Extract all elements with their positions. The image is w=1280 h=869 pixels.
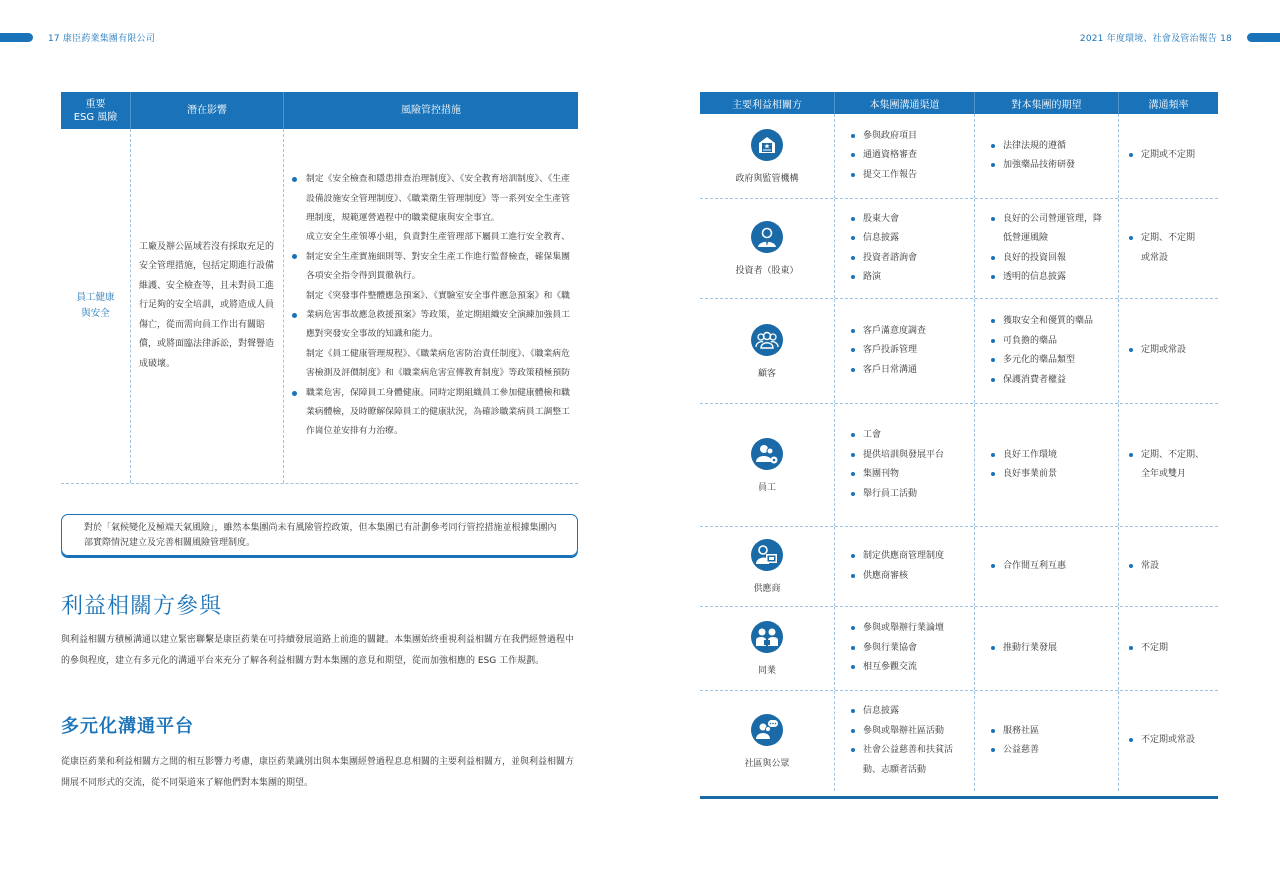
list-item: 定期、不定期: [1127, 229, 1218, 249]
header-accent-bar-left: [0, 33, 33, 42]
list-item: 不定期或常設: [1127, 731, 1218, 751]
list-item: 保護消費者權益: [989, 371, 1118, 391]
header-left-page-label: 17 康臣葯業集團有限公司: [48, 34, 155, 44]
list-item: 可負擔的藥品: [989, 332, 1118, 352]
risk-measures-list: [288, 170, 572, 442]
channels-list: [835, 210, 974, 288]
channels-list: [835, 619, 974, 678]
supplier-icon: [751, 539, 783, 571]
col-header-stakeholder: 主要利益相關方: [700, 92, 835, 114]
risk-col-header-risk-line1: 重要: [85, 98, 106, 110]
list-item: 參與政府項目: [849, 127, 974, 147]
community-icon: [751, 714, 783, 746]
expectations-cell: [975, 299, 1119, 403]
channels-cell: [835, 299, 975, 403]
list-item: 透明的信息披露: [989, 268, 1118, 288]
risk-col-header-risk-line2: ESG 風險: [73, 111, 118, 123]
list-item: 服務社區: [989, 722, 1118, 742]
header-accent-bar-right: [1247, 33, 1280, 42]
channels-list: [835, 702, 974, 780]
stakeholder-name: 供應商: [753, 584, 781, 594]
climate-risk-note: 對於「氣候變化及極端天氣風險」，雖然本集團尚未有風險管控政策，但本集團已有計劃參考同行管控措施並根據集團內部實際情況建立及完善相關風險管理制度。: [61, 514, 578, 556]
col-header-expectations: 對本集團的期望: [975, 92, 1119, 114]
expectations-list: [975, 639, 1118, 659]
stakeholder-name: 同業: [757, 666, 776, 676]
esg-risk-table: [61, 92, 578, 484]
risk-name-cell: [61, 129, 131, 483]
frequency-list: [1119, 446, 1218, 485]
stakeholder-cell: [700, 691, 835, 791]
list-item: 定期、不定期、: [1127, 446, 1218, 466]
section-body-communication-platform: 從康臣葯業和利益相關方之間的相互影響力考慮，康臣葯業識別出與本集團經營過程息息相關的主要利益相關方，並與利益相關方開展不同形式的交流，從不同渠道來了解他們對本集團的期望。: [61, 757, 575, 788]
stakeholder-name: 政府與監管機構: [735, 173, 799, 184]
channels-cell: [835, 199, 975, 298]
stakeholder-name: 顧客: [757, 368, 776, 379]
risk-measures-cell: [284, 129, 578, 483]
list-item: 常設: [1127, 557, 1218, 577]
expectations-list: [975, 312, 1118, 390]
list-item: 多元化的藥品類型: [989, 351, 1118, 371]
list-item: 或常設: [1141, 252, 1169, 263]
list-item: 舉行員工活動: [849, 485, 974, 505]
risk-measure-item: [288, 287, 572, 345]
bullet-dot-icon: [288, 345, 306, 442]
frequency-cell: [1119, 199, 1218, 298]
stakeholder-cell: [700, 299, 835, 403]
risk-table-row: [61, 129, 578, 484]
risk-col-header-impact: 潛在影響: [131, 92, 284, 129]
stakeholder-cell: [700, 527, 835, 606]
list-item: 客戶投訴管理: [849, 341, 974, 361]
peers-icon: [751, 621, 783, 653]
frequency-cell: [1119, 114, 1218, 198]
list-item: 動、志願者活動: [863, 764, 927, 775]
risk-measure-text: 制定《突發事件整體應急預案》、《實驗室安全事件應急預案》和《職業病危害事故應急救援預案》等政策，並定期組織安全演練加強員工應對突發安全事故的知識和能力。: [306, 290, 570, 340]
channels-list: [835, 322, 974, 381]
section-title-communication-platform: 多元化溝通平台: [61, 716, 194, 737]
list-item: 股東大會: [849, 210, 974, 230]
list-item: 良好工作環境: [989, 446, 1118, 466]
stakeholder-cell: [700, 199, 835, 298]
list-item: 社會公益慈善和扶貧活: [849, 741, 974, 761]
channels-list: [835, 547, 974, 586]
list-item: 定期或不定期: [1127, 146, 1218, 166]
frequency-list: [1119, 341, 1218, 361]
stakeholder-row: [700, 527, 1218, 607]
list-item: 推動行業發展: [989, 639, 1118, 659]
stakeholder-table: [700, 92, 1218, 791]
stakeholder-row: [700, 114, 1218, 199]
list-item: 路演: [849, 268, 974, 288]
list-item: 客戶滿意度調查: [849, 322, 974, 342]
risk-table-header: [61, 92, 578, 129]
frequency-cell: [1119, 527, 1218, 606]
list-item: 加強藥品技術研發: [989, 156, 1118, 176]
expectations-list: [975, 446, 1118, 485]
frequency-cell: [1119, 299, 1218, 403]
stakeholder-name: 社區與公眾: [744, 758, 790, 769]
list-item: 投資者諮詢會: [849, 249, 974, 269]
expectations-list: [975, 722, 1118, 761]
expectations-list: [975, 557, 1118, 577]
employees-icon: [751, 438, 783, 470]
bullet-dot-icon: [288, 170, 306, 228]
stakeholder-row: [700, 299, 1218, 404]
channels-list: [835, 426, 974, 504]
list-item: 工會: [849, 426, 974, 446]
risk-name-line1: 員工健康: [76, 292, 115, 303]
risk-col-header-risk: [61, 92, 131, 129]
risk-measure-item: [288, 228, 572, 286]
col-header-frequency: 溝通頻率: [1148, 99, 1189, 111]
list-item: 信息披露: [849, 229, 974, 249]
investor-icon: [751, 221, 783, 253]
list-item: 參與行業協會: [849, 639, 974, 659]
risk-measure-item: [288, 345, 572, 442]
expectations-cell: [975, 199, 1119, 298]
risk-name-line2: 與安全: [81, 308, 110, 319]
risk-impact-cell: [131, 129, 284, 483]
stakeholder-row: [700, 404, 1218, 527]
list-item: 供應商審核: [849, 567, 974, 587]
list-item: 公益慈善: [989, 741, 1118, 761]
frequency-list: [1119, 229, 1218, 268]
stakeholder-row: [700, 691, 1218, 791]
list-item: 全年或雙月: [1141, 469, 1187, 479]
list-item: 提供培訓與發展平台: [849, 446, 974, 466]
bullet-dot-icon: [288, 228, 306, 286]
expectations-cell: [975, 691, 1119, 791]
col-header-channels: 本集團溝通渠道: [835, 92, 975, 114]
expectations-list: [975, 210, 1118, 288]
list-item: 定期或常設: [1127, 341, 1218, 361]
stakeholder-table-body: [700, 114, 1218, 791]
frequency-cell: [1119, 404, 1218, 526]
list-item: 良好的投資回報: [989, 249, 1118, 269]
stakeholder-name: 投資者（股東）: [735, 266, 799, 276]
list-item: 信息披露: [849, 702, 974, 722]
list-item: 客戶日常溝通: [849, 361, 974, 381]
expectations-cell: [975, 114, 1119, 198]
bullet-dot-icon: [288, 287, 306, 345]
table-bottom-rule: [700, 796, 1218, 799]
risk-measure-text: 制定《安全檢查和隱患排查治理制度》、《安全教育培訓制度》、《生產設備設施安全管理制度》、《職業衛生管理制度》等一系列安全生產管理制度，規範運營過程中的職業健康與安全事宜。: [306, 174, 570, 223]
expectations-list: [975, 137, 1118, 176]
stakeholder-name: 員工: [757, 482, 776, 493]
stakeholder-cell: [700, 404, 835, 526]
list-item: 相互參觀交流: [849, 658, 974, 678]
risk-measure-text: 制定《員工健康管理規程》、《職業病危害防治責任制度》、《職業病危害檢測及評價制度》和《職業病危害宣傳教育制度》等政策積極預防職業危害，保障員工身體健康。同時定期組織員工參加健康體檢和職業病體檢，及時瞭解保障員工的健康狀況，為確診職業病員工調整工作崗位並安排有力治療。: [306, 348, 570, 437]
frequency-cell: [1119, 691, 1218, 791]
government-building-icon: [751, 129, 783, 161]
list-item: 法律法規的遵循: [989, 137, 1118, 157]
channels-cell: [835, 404, 975, 526]
expectations-cell: [975, 527, 1119, 606]
frequency-list: [1119, 639, 1218, 659]
list-item: 良好事業前景: [989, 465, 1118, 485]
expectations-cell: [975, 404, 1119, 526]
list-item: 制定供應商管理制度: [849, 547, 974, 567]
list-item: 集團刊物: [849, 465, 974, 485]
section-body-stakeholder-engagement: 與利益相關方積極溝通以建立緊密聯繫是康臣葯業在可持續發展道路上前進的關鍵。本集團始終重視利益相關方在我們經營過程中的參與程度，建立有多元化的溝通平台來充分了解各利益相關方對本集團的意見和期望，從而加強相應的 ESG 工作規劃。: [61, 635, 575, 666]
frequency-list: [1119, 557, 1218, 577]
risk-col-header-measures: 風險管控措施: [401, 105, 461, 116]
channels-cell: [835, 114, 975, 198]
list-item: 低營運風險: [1003, 233, 1049, 243]
risk-measure-item: [288, 170, 572, 228]
frequency-list: [1119, 731, 1218, 751]
list-item: 良好的公司營運管理，降: [989, 210, 1118, 230]
list-item: 參與或舉辦行業論壇: [849, 619, 974, 639]
channels-cell: [835, 527, 975, 606]
list-item: 提交工作報告: [849, 166, 974, 186]
list-item: 不定期: [1127, 639, 1218, 659]
frequency-list: [1119, 146, 1218, 166]
stakeholder-row: [700, 607, 1218, 691]
channels-list: [835, 127, 974, 186]
frequency-cell: [1119, 607, 1218, 690]
channels-cell: [835, 691, 975, 791]
stakeholder-row: [700, 199, 1218, 299]
stakeholder-table-header: [700, 92, 1218, 114]
list-item: 獲取安全和優質的藥品: [989, 312, 1118, 332]
risk-measure-text: 成立安全生產領導小組，負責對生產管理部下屬員工進行安全教育、制定安全生產實施細則等、對安全生產工作進行監督檢查，確保集團各項安全指令得到貫徹執行。: [306, 232, 570, 282]
risk-impact-text: 工廠及辦公區域若沒有採取充足的安全管理措施，包括定期進行設備維護、安全檢查等，且未對員工進行足夠的安全培訓，或將造成人員傷亡，從而需向員工作出有關賠償，或將面臨法律訴訟，對聲譽造成破壞。: [139, 242, 275, 369]
header-right-page-label: 2021 年度環境、社會及管治報告 18: [1079, 34, 1232, 44]
list-item: 合作間互利互惠: [989, 557, 1118, 577]
stakeholder-cell: [700, 607, 835, 690]
stakeholder-cell: [700, 114, 835, 198]
list-item: 通過資格審查: [849, 146, 974, 166]
channels-cell: [835, 607, 975, 690]
expectations-cell: [975, 607, 1119, 690]
section-title-stakeholder-engagement: 利益相關方參與: [61, 594, 223, 619]
list-item: 參與或舉辦社區活動: [849, 722, 974, 742]
customers-icon: [751, 324, 783, 356]
